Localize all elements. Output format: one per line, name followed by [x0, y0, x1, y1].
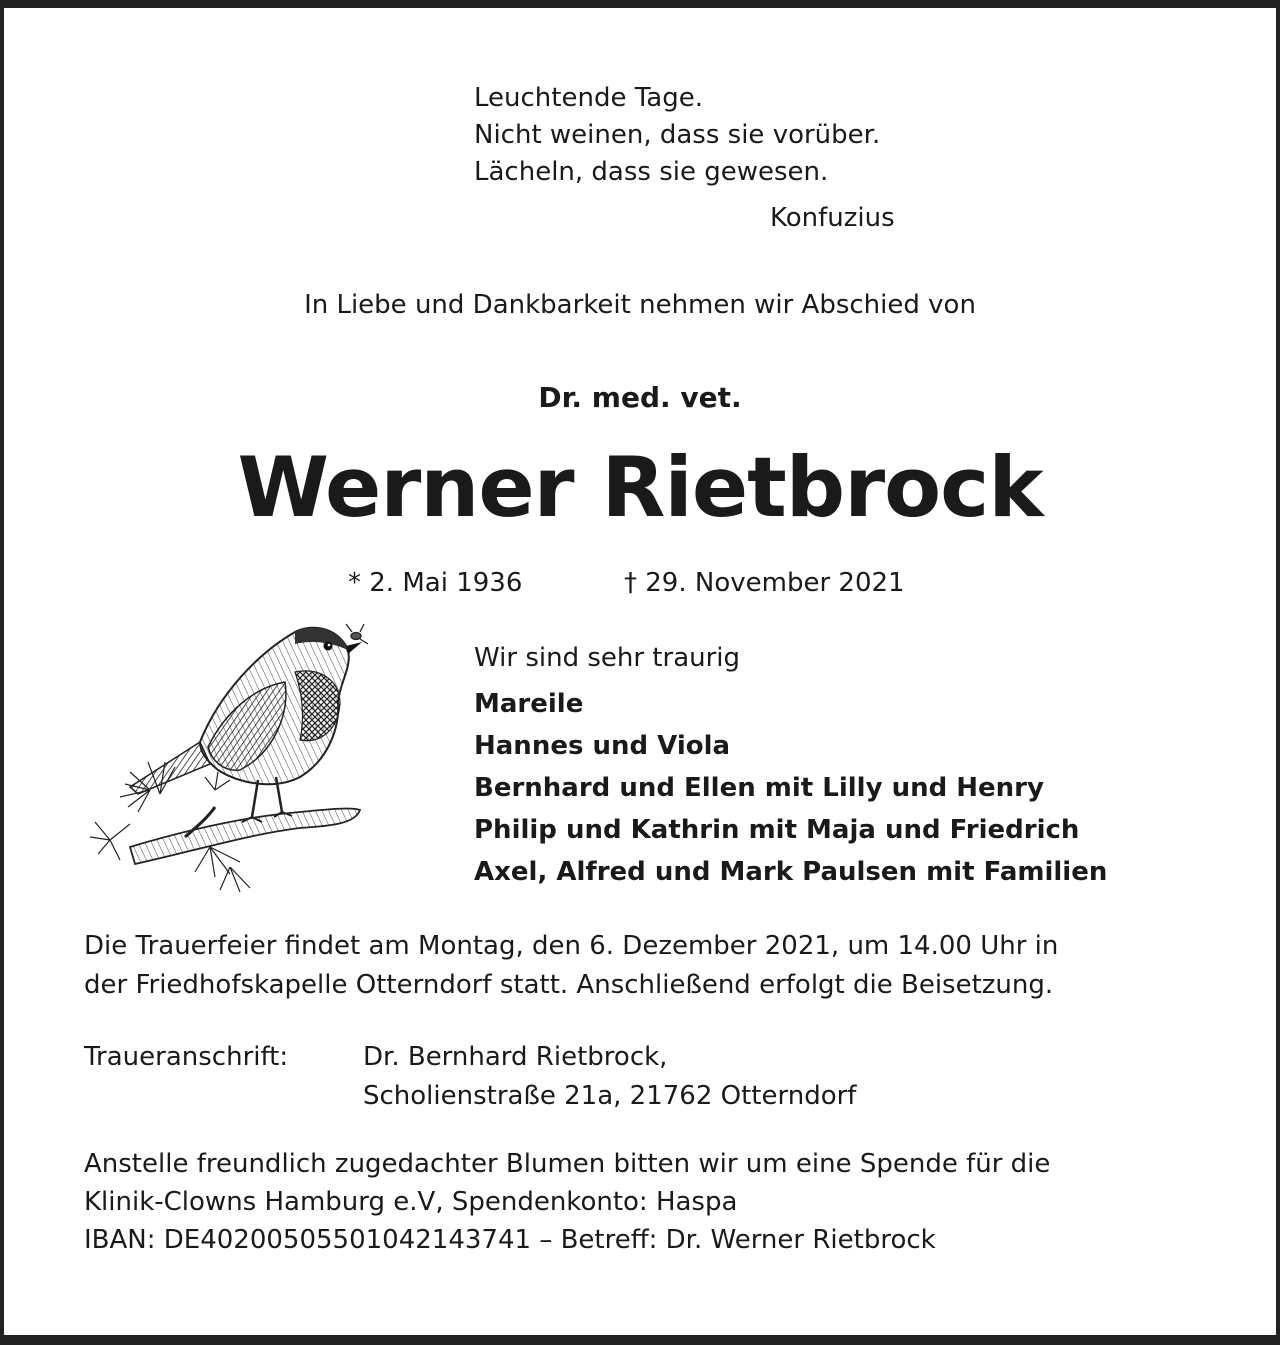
mourner-name: Hannes und Viola [474, 731, 731, 761]
mourners-list [474, 640, 1107, 893]
mourner-name: Mareile [474, 689, 584, 719]
mourner-name: Bernhard und Ellen mit Lilly und Henry [474, 773, 1044, 803]
deceased-name: Werner Rietbrock [237, 439, 1043, 536]
poem-line: Leuchtende Tage. [474, 83, 703, 113]
mourning-address [363, 1038, 856, 1116]
academic-title: Dr. med. vet. [538, 381, 742, 414]
funeral-line: Die Trauerfeier findet am Montag, den 6. Dezember 2021, um 14.00 Uhr in [84, 931, 1059, 961]
poem-line: Nicht weinen, dass sie vorüber. [474, 120, 881, 150]
poem-author: Konfuzius [770, 203, 895, 233]
death-date: † 29. November 2021 [624, 568, 905, 598]
mourner-name: Axel, Alfred und Mark Paulsen mit Familien [474, 857, 1108, 887]
funeral-line: der Friedhofskapelle Otterndorf statt. Anschließend erfolgt die Beisetzung. [84, 970, 1054, 1000]
poem-line: Lächeln, dass sie gewesen. [474, 157, 829, 187]
donation-line: Klinik-Clowns Hamburg e.V, Spendenkonto: Haspa [84, 1187, 738, 1217]
robin-bird-on-pine-branch-icon [90, 612, 375, 892]
donation-line: Anstelle freundlich zugedachter Blumen bitten wir um eine Spende für die [84, 1149, 1051, 1179]
address-line: Dr. Bernhard Rietbrock, [363, 1042, 668, 1072]
mourner-name: Philip und Kathrin mit Maja und Friedrich [474, 815, 1080, 845]
donation-notice [84, 1145, 1050, 1259]
donation-line: IBAN: DE40200505501042143741 – Betreff: Dr. Werner Rietbrock [84, 1225, 936, 1255]
farewell-intro: In Liebe und Dankbarkeit nehmen wir Abschied von [304, 290, 976, 320]
address-line: Scholienstraße 21a, 21762 Otterndorf [363, 1081, 857, 1111]
address-label: Traueranschrift: [84, 1042, 289, 1072]
poem [474, 80, 880, 191]
birth-date: * 2. Mai 1936 [348, 568, 523, 598]
mourners-lead: Wir sind sehr traurig [474, 643, 741, 673]
funeral-notice [84, 927, 1058, 1005]
